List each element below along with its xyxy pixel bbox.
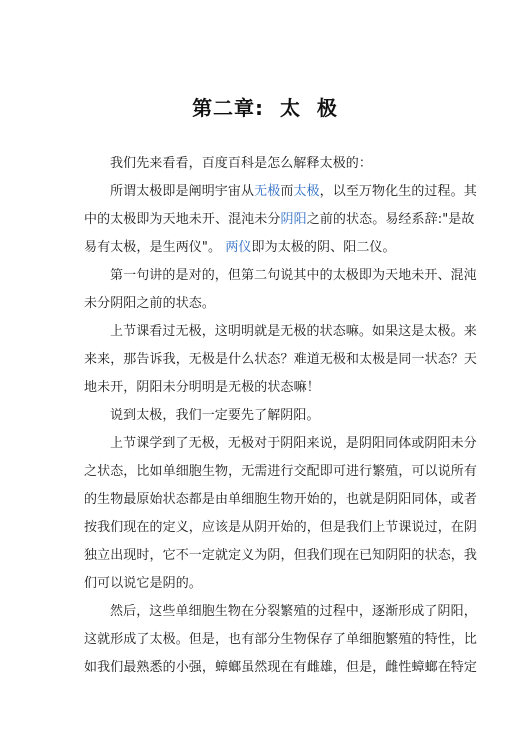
text-run: 上节课看过无极，这明明就是无极的状态嘛。如果这是太极。来: [110, 324, 477, 339]
document-body: [84, 150, 478, 682]
text-line: [84, 234, 458, 262]
text-run: 第一句讲的是对的，但第二句说其中的太极即为天地未开、混沌: [110, 268, 477, 283]
text-line: [84, 598, 477, 626]
text-run: 地未开，阴阳未分明明是无极的状态嘛！: [84, 380, 320, 395]
text-line: [84, 430, 477, 458]
text-line: [84, 346, 478, 374]
text-run: 们可以说它是阴的。: [84, 576, 202, 591]
text-run: 按我们现在的定义，应该是从阴开始的，但是我们上节课说过，在阴: [84, 520, 478, 535]
text-run: 而: [280, 184, 294, 199]
term-link[interactable]: 太极: [293, 184, 320, 199]
text-line: [84, 262, 477, 290]
term-link[interactable]: 两仪: [225, 240, 252, 255]
text-run: 即为太极的阴、阳二仪。: [251, 240, 396, 255]
paragraph: [84, 430, 478, 598]
text-line: [84, 178, 477, 206]
text-run: 所谓太极即是阐明宇宙从: [110, 184, 255, 199]
chapter-title: 第二章: 太 极: [192, 96, 338, 120]
paragraph: [84, 318, 478, 402]
text-run: 中的太极即为天地未开、混沌未分: [84, 212, 281, 227]
text-run: 之状态，比如单细胞生物，无需进行交配即可进行繁殖，可以说所有: [84, 464, 478, 479]
text-run: 上节课学到了无极，无极对于阴阳来说，是阴阳同体或阴阳未分: [110, 436, 477, 451]
paragraph: [84, 402, 458, 430]
text-run: 我们先来看看，百度百科是怎么解释太极的：: [110, 156, 373, 171]
text-line: [84, 318, 477, 346]
text-line: [84, 570, 458, 598]
paragraph: [84, 262, 477, 318]
paragraph: [84, 178, 477, 262]
term-link[interactable]: 无极: [254, 184, 281, 199]
text-run: 这就形成了太极。但是，也有部分生物保存了单细胞繁殖的特性，比: [84, 632, 478, 647]
text-run: 独立出现时，它不一定就定义为阴，但我们现在已知阴阳的状态，我: [84, 548, 478, 563]
text-run: 说到太极，我们一定要先了解阴阳。: [110, 408, 320, 423]
text-line: [84, 458, 478, 486]
text-run: ，以至万物化生的过程。其: [319, 184, 477, 199]
text-run: 然后，这些单细胞生物在分裂繁殖的过程中，逐渐形成了阴阳，: [110, 604, 477, 619]
text-run: 如我们最熟悉的小强，蟑螂虽然现在有雌雄，但是，雌性蟑螂在特定: [84, 660, 478, 675]
text-run: 之前的状态。易经系辞:"是故: [306, 212, 475, 227]
text-line: [84, 206, 475, 234]
text-line: [84, 626, 478, 654]
paragraph: [84, 150, 458, 178]
paragraph: [84, 598, 478, 682]
text-line: [84, 654, 478, 682]
text-line: [84, 486, 478, 514]
text-run: 来来，那告诉我，无极是什么状态？难道无极和太极是同一状态？天: [84, 352, 478, 367]
term-link[interactable]: 阴阳: [280, 212, 307, 227]
text-line: [84, 542, 478, 570]
text-line: [84, 290, 458, 318]
text-run: 的生物最原始状态都是由单细胞生物开始的，也就是阴阳同体，或者: [84, 492, 478, 507]
text-line: [84, 514, 478, 542]
text-line: [84, 402, 458, 430]
text-run: 易有太极，是生两仪"。: [84, 240, 226, 255]
text-run: 未分阴阳之前的状态。: [84, 296, 216, 311]
text-line: [84, 150, 458, 178]
text-line: [84, 374, 458, 402]
